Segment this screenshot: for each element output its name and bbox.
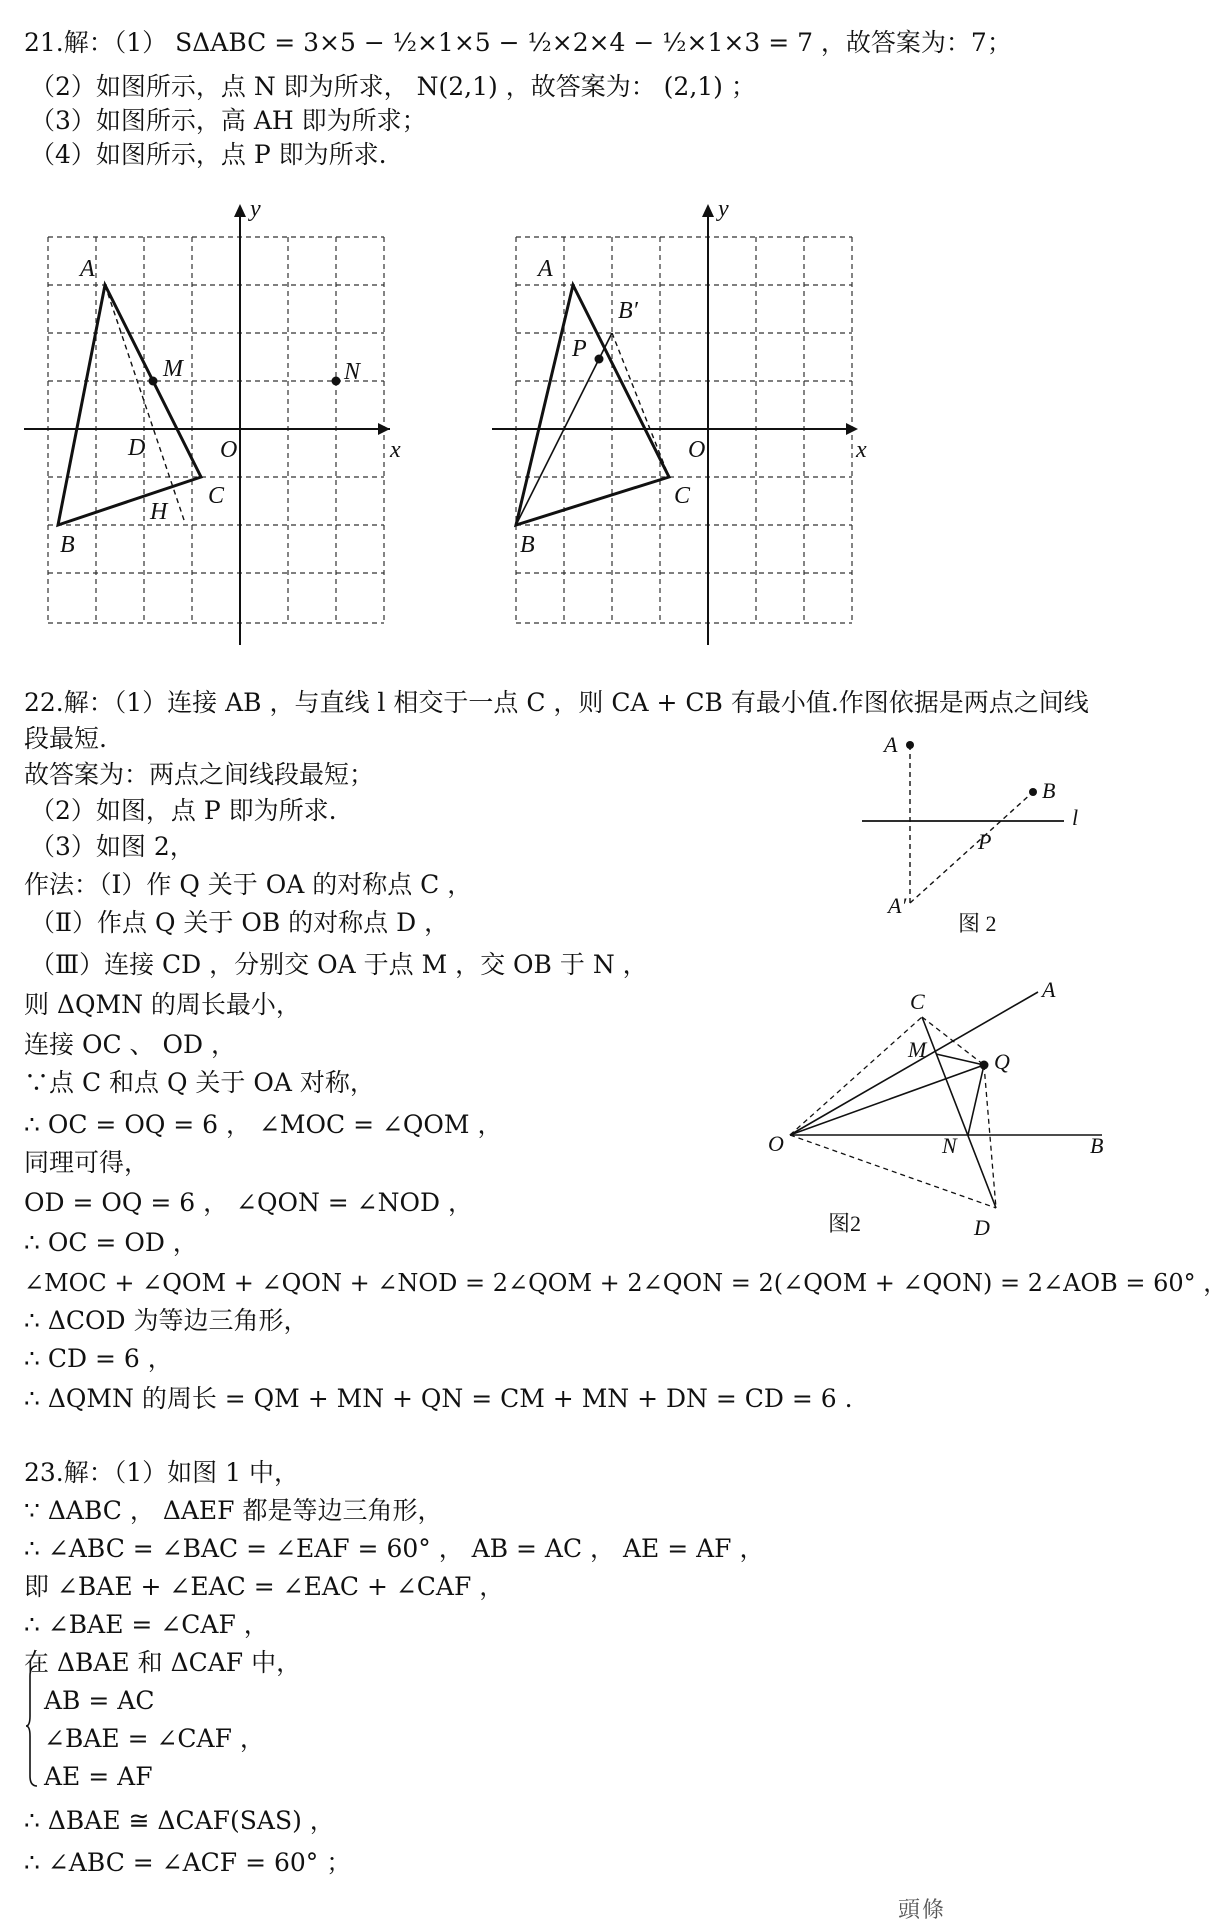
label-c: C bbox=[674, 483, 691, 509]
label-m: M bbox=[163, 356, 183, 382]
q22-line18: ∴ CD = 6 ， bbox=[24, 1344, 173, 1373]
q21-line2: （2）如图所示，点 N 即为所求， N(2,1) ，故答案为： (2,1) ； bbox=[30, 72, 756, 101]
label-x: x bbox=[390, 437, 401, 463]
q22-line8: （Ⅲ）连接 CD ，分别交 OA 于点 M ，交 OB 于 N ， bbox=[30, 950, 648, 979]
q21-figure-right bbox=[478, 190, 868, 650]
q23-line8: ∠BAE = ∠CAF ， bbox=[44, 1724, 265, 1753]
q22-line2: 段最短. bbox=[24, 724, 107, 753]
q22-line10: 连接 OC 、 OD ， bbox=[24, 1030, 236, 1059]
q22-line19: ∴ ΔQMN 的周长 = QM + MN + QN = CM + MN + DN = CD = 6 . bbox=[24, 1384, 853, 1413]
q22-line15: ∴ OC = OD ， bbox=[24, 1228, 198, 1257]
q22-line17: ∴ ΔCOD 为等边三角形， bbox=[24, 1306, 309, 1335]
watermark-logo: 頭條 bbox=[898, 1898, 947, 1923]
q22-line14: OD = OQ = 6 ， ∠QON = ∠NOD ， bbox=[24, 1188, 473, 1217]
q22-figure-2 bbox=[760, 955, 1120, 1245]
segment-oc bbox=[790, 1017, 922, 1135]
label-c: C bbox=[910, 989, 925, 1014]
q23-line10: ∴ ΔBAE ≅ ΔCAF(SAS) ， bbox=[24, 1806, 335, 1835]
triangle-abc bbox=[516, 285, 669, 525]
q22-line6: 作法：（Ⅰ）作 Q 关于 OA 的对称点 C ， bbox=[24, 870, 473, 899]
label-d: D bbox=[974, 1215, 990, 1240]
label-q: Q bbox=[994, 1049, 1010, 1074]
q22-line4: （2）如图，点 P 即为所求. bbox=[30, 796, 337, 825]
label-y: y bbox=[718, 196, 729, 222]
q23-line3: ∴ ∠ABC = ∠BAC = ∠EAF = 60° ， AB = AC ， AE = AF ， bbox=[24, 1534, 765, 1563]
q22-line5: （3）如图 2， bbox=[30, 832, 195, 861]
point-m bbox=[149, 377, 158, 386]
segment-aprime-b bbox=[910, 792, 1033, 903]
segment-od bbox=[790, 1135, 996, 1208]
label-m: M bbox=[908, 1037, 927, 1062]
label-n: N bbox=[942, 1133, 957, 1158]
label-o: O bbox=[220, 437, 238, 463]
label-p: P bbox=[978, 829, 992, 854]
q22-line9: 则 ΔQMN 的周长最小， bbox=[24, 990, 301, 1019]
point-p bbox=[595, 355, 604, 364]
label-a: A bbox=[80, 256, 95, 282]
label-n: N bbox=[344, 359, 361, 385]
q23-line11: ∴ ∠ABC = ∠ACF = 60° ； bbox=[24, 1848, 352, 1877]
label-a: A bbox=[538, 256, 553, 282]
label-b: B bbox=[520, 532, 535, 558]
label-b: B bbox=[1042, 778, 1056, 803]
q23-line4: 即 ∠BAE + ∠EAC = ∠EAC + ∠CAF ， bbox=[24, 1572, 505, 1601]
q22-line11: ∵点 C 和点 Q 关于 OA 对称， bbox=[24, 1068, 375, 1097]
label-o: O bbox=[688, 437, 706, 463]
q23-line1: 23.解：（1）如图 1 中， bbox=[24, 1458, 299, 1487]
label-b: B bbox=[1090, 1133, 1104, 1158]
q22-figure-reflection bbox=[850, 725, 1110, 950]
label-c: C bbox=[208, 483, 225, 509]
label-aprime: A′ bbox=[888, 893, 907, 918]
y-axis-arrow bbox=[234, 204, 246, 217]
q23-line9: AE = AF bbox=[44, 1762, 153, 1791]
point-n bbox=[332, 377, 341, 386]
segment-nq bbox=[968, 1065, 984, 1135]
q22-line16: ∠MOC + ∠QOM + ∠QON + ∠NOD = 2∠QOM + 2∠QON = 2(∠QOM + ∠QON) = 2∠AOB = 60° ， bbox=[24, 1269, 1227, 1297]
label-l: l bbox=[1072, 805, 1079, 830]
label-a: A bbox=[1042, 977, 1056, 1002]
q22-line7: （Ⅱ）作点 Q 关于 OB 的对称点 D ， bbox=[30, 908, 450, 937]
figure-caption: 图2 bbox=[828, 1211, 862, 1236]
y-axis-arrow bbox=[702, 204, 714, 217]
q23-line2: ∵ ΔABC ， ΔAEF 都是等边三角形， bbox=[24, 1496, 443, 1525]
q22-line1: 22.解：（1）连接 AB ，与直线 l 相交于一点 C ，则 CA + CB 有最小值.作图依据是两点之间线 bbox=[24, 688, 1089, 717]
label-a: A bbox=[884, 732, 898, 757]
segment-qd bbox=[984, 1065, 996, 1208]
q23-line6: 在 ΔBAE 和 ΔCAF 中， bbox=[24, 1648, 302, 1677]
q23-line5: ∴ ∠BAE = ∠CAF ， bbox=[24, 1610, 269, 1639]
system-brace bbox=[26, 1664, 38, 1788]
q21-line3: （3）如图所示，高 AH 即为所求； bbox=[30, 106, 427, 135]
q21-line4: （4）如图所示，点 P 即为所求. bbox=[30, 140, 387, 169]
q22-line13: 同理可得， bbox=[24, 1148, 150, 1177]
label-h: H bbox=[150, 499, 168, 525]
label-y: y bbox=[250, 196, 261, 222]
label-bprime: B′ bbox=[618, 298, 638, 324]
x-axis-arrow bbox=[846, 423, 858, 435]
label-p: P bbox=[572, 336, 587, 362]
label-o: O bbox=[768, 1131, 784, 1156]
triangle-abc bbox=[58, 285, 201, 525]
point-b bbox=[1029, 788, 1037, 796]
point-q bbox=[980, 1061, 989, 1070]
label-x: x bbox=[856, 437, 867, 463]
q21-line1: 21.解：（1） SΔABC = 3×5 − ½×1×5 − ½×2×4 − ½×1×3 = 7 ，故答案为：7； bbox=[24, 28, 1012, 57]
x-axis-arrow bbox=[378, 423, 390, 435]
q22-line3: 故答案为：两点之间线段最短； bbox=[24, 760, 375, 789]
q23-line7: AB = AC bbox=[44, 1686, 155, 1715]
segment-mq bbox=[936, 1054, 984, 1065]
axes bbox=[24, 210, 390, 645]
q21-figure-left bbox=[18, 190, 401, 650]
q22-line12: ∴ OC = OQ = 6 ， ∠MOC = ∠QOM ， bbox=[24, 1110, 503, 1139]
figure-caption: 图 2 bbox=[958, 911, 997, 936]
point-a bbox=[906, 741, 914, 749]
label-b: B bbox=[60, 532, 75, 558]
label-d: D bbox=[128, 435, 146, 461]
